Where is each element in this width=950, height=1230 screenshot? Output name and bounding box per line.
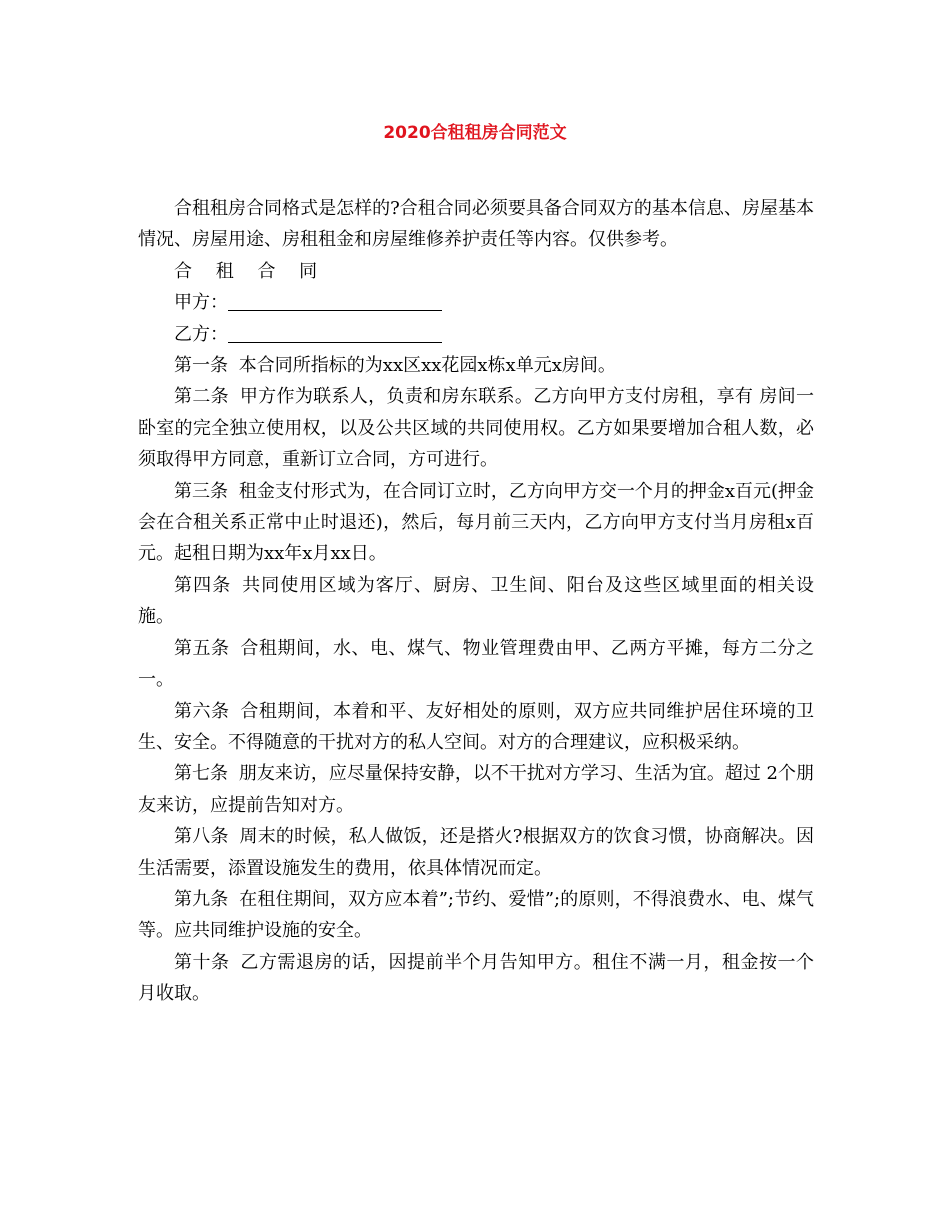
party-b-row [138,319,814,350]
article-paragraph [138,947,814,1010]
article-label: 第七条 [174,763,229,785]
article-paragraph [138,821,814,884]
party-a-row [138,287,814,318]
article-label: 第九条 [174,888,229,910]
article-text: 乙方需退房的话，因提前半个月告知甲方。租住不满一月，租金按一个月收取。 [138,951,815,1005]
party-a-blank-line [228,288,442,311]
article-label: 第八条 [174,826,229,848]
article-text: 租金支付形式为，在合同订立时，乙方向甲方交一个月的押金x百元(押金会在合租关系正常中止时退还)，然后，每月前三天内，乙方向甲方支付当月房租x百元。起租日期为xx年x月xx日。 [138,480,815,565]
article-paragraph [138,476,814,570]
article-text: 合租期间，本着和平、友好相处的原则，双方应共同维护居住环境的卫生、安全。不得随意的干扰对方的私人空间。对方的合理建议，应积极采纳。 [138,700,815,753]
article-paragraph [138,570,814,633]
article-label: 第三条 [174,480,229,502]
contract-heading: 合 租 合 同 [174,260,327,282]
party-b-label: 乙方： [174,323,228,345]
article-text: 共同使用区域为客厅、厨房、卫生间、阳台及这些区域里面的相关设施。 [138,574,815,628]
article-label: 第六条 [174,700,230,722]
article-label: 第十条 [174,951,230,973]
article-text: 朋友来访，应尽量保持安静，以不干扰对方学习、生活为宜。超过 2个朋友来访，应提前告知对方。 [138,763,815,816]
article-label: 第四条 [174,574,232,596]
article-label: 第一条 [174,355,228,377]
article-text: 甲方作为联系人，负责和房东联系。乙方向甲方支付房租，享有 房间一卧室的完全独立使用权，以及公共区域的共同使用权。乙方如果要增加合租人数，必须取得甲方同意，重新订立合同，方可进行。 [138,386,815,471]
article-text: 合租期间，水、电、煤气、物业管理费由甲、乙两方平摊，每方二分之一。 [138,637,815,691]
article-paragraph [138,758,814,821]
party-b-blank-line [228,320,442,343]
party-a-label: 甲方： [174,292,228,314]
article-text: 周末的时候，私人做饭，还是搭火?根据双方的饮食习惯，协商解决。因生活需要，添置设施发生的费用，依具体情况而定。 [138,826,814,879]
document-title: 2020合租租房合同范文 [383,123,567,143]
article-text: 在租住期间，双方应本着”;节约、爱惜”;的原则，不得浪费水、电、煤气等。应共同维护设施的安全。 [138,888,815,942]
article-paragraph [138,696,814,759]
article-label: 第二条 [174,386,230,408]
article-paragraph [138,381,814,475]
article-paragraph [138,884,814,947]
document-body [138,193,814,1010]
intro-paragraph: 合租租房合同格式是怎样的?合租合同必须要具备合同双方的基本信息、房屋基本情况、房屋用途、房租租金和房屋维修养护责任等内容。仅供参考。 [138,198,814,251]
article-text: 本合同所指标的为xx区xx花园x栋x单元x房间。 [238,355,616,377]
article-paragraph [138,350,814,381]
article-label: 第五条 [174,637,230,659]
article-paragraph [138,633,814,696]
